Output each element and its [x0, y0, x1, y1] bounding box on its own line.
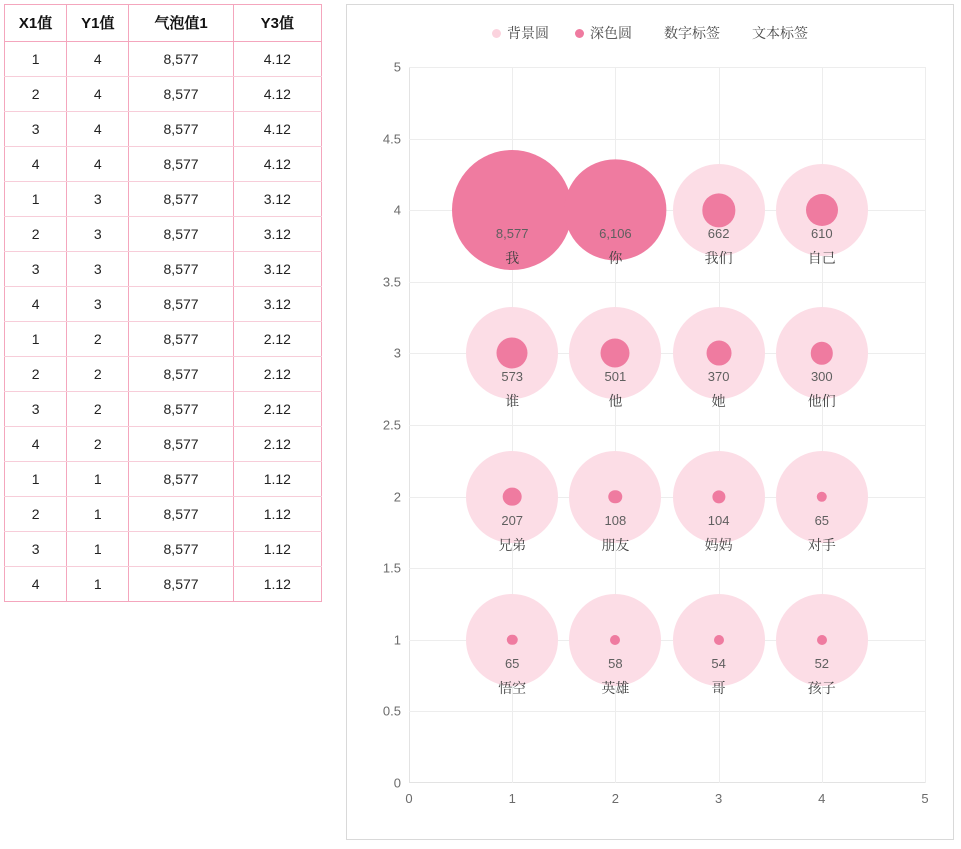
bubble-value-label: 370 [707, 369, 730, 385]
bubble-value-circle [806, 194, 838, 226]
table-row [5, 112, 322, 147]
bubble-value-label: 52 [814, 655, 830, 671]
table-cell: 3 [67, 252, 129, 287]
table-cell: 8,577 [129, 462, 233, 497]
table-cell: 8,577 [129, 147, 233, 182]
bubble-text-label: 对手 [807, 536, 836, 553]
table-cell: 4 [5, 147, 67, 182]
bubble-value-label: 65 [814, 512, 830, 528]
bubble-value-label: 58 [608, 655, 623, 671]
table-cell: 8,577 [129, 217, 233, 252]
table-cell: 1 [5, 182, 67, 217]
legend-dot-icon [492, 29, 501, 38]
table-cell: 8,577 [129, 42, 233, 77]
bubble-value-circle [503, 487, 522, 506]
table-header-row [5, 5, 322, 42]
x-axis-tick-label: 2 [611, 791, 620, 806]
table-cell: 3.12 [233, 252, 321, 287]
table-row [5, 567, 322, 602]
table-cell: 1 [67, 532, 129, 567]
table-row [5, 252, 322, 287]
table-cell: 1 [67, 462, 129, 497]
table-row [5, 497, 322, 532]
table-cell: 8,577 [129, 567, 233, 602]
table-cell: 3.12 [233, 287, 321, 322]
table-cell: 2 [67, 427, 129, 462]
legend-dot-icon [575, 29, 584, 38]
gridline-horizontal [409, 711, 925, 712]
bubble-value-circle [610, 635, 620, 645]
bubble-value-label: 207 [501, 512, 524, 528]
bubble-value-label: 54 [711, 655, 726, 671]
table-cell: 2 [5, 217, 67, 252]
bubble-text-label: 悟空 [498, 679, 527, 696]
bubble-value-circle [565, 160, 666, 261]
table-row [5, 217, 322, 252]
bubble-value-label: 662 [707, 226, 730, 242]
table-cell: 3 [67, 182, 129, 217]
table-cell: 2 [5, 497, 67, 532]
y-axis-tick-label: 3 [393, 345, 401, 361]
table-row [5, 322, 322, 357]
table-cell: 4.12 [233, 42, 321, 77]
table-row [5, 42, 322, 77]
bubble-text-label: 他们 [807, 393, 836, 410]
bubble-text-label: 谁 [505, 393, 520, 410]
table-row [5, 77, 322, 112]
legend-label: 文本标签 [752, 25, 808, 41]
table-cell: 4 [67, 77, 129, 112]
table-cell: 1.12 [233, 497, 321, 532]
table-cell: 1.12 [233, 532, 321, 567]
gridline-horizontal [409, 568, 925, 569]
bubble-text-label: 你 [608, 250, 623, 267]
table-cell: 1 [5, 322, 67, 357]
chart-legend [347, 23, 953, 43]
y-axis-tick-label: 3.5 [382, 274, 401, 290]
y-axis-tick-label: 4 [393, 202, 401, 218]
legend-label: 数字标签 [664, 25, 720, 41]
bubble-text-label: 自己 [807, 250, 836, 267]
x-axis-tick-label: 1 [508, 791, 516, 806]
table-cell: 2 [5, 357, 67, 392]
bubble-value-circle [714, 635, 724, 645]
bubble-value-label: 65 [504, 655, 520, 671]
bubble-value-label: 300 [810, 369, 833, 385]
table-cell: 4 [67, 147, 129, 182]
bubble-value-label: 610 [810, 226, 833, 242]
bubble-value-circle [706, 341, 731, 366]
x-axis-tick-label: 4 [818, 791, 826, 806]
y-axis-tick-label: 1.5 [382, 560, 401, 576]
bubble-value-label: 104 [707, 512, 730, 528]
plot-area [382, 59, 929, 806]
table-cell: 2.12 [233, 357, 321, 392]
table-row [5, 287, 322, 322]
table-row [5, 532, 322, 567]
table-cell: 3.12 [233, 217, 321, 252]
bubble-value-label: 501 [604, 369, 627, 385]
bubble-data-table [4, 4, 322, 602]
table-cell: 8,577 [129, 322, 233, 357]
legend-item-text-label[interactable] [746, 23, 808, 43]
gridline-vertical [925, 67, 926, 783]
table-cell: 4 [5, 567, 67, 602]
table-cell: 2 [5, 77, 67, 112]
table-cell: 8,577 [129, 77, 233, 112]
bubble-value-label: 8,577 [495, 226, 529, 242]
table-header-cell: X1值 [5, 5, 67, 42]
table-cell: 1 [5, 42, 67, 77]
legend-item-number-label[interactable] [658, 23, 720, 43]
table-cell: 1 [67, 497, 129, 532]
bubble-text-label: 她 [711, 393, 726, 410]
table-cell: 3.12 [233, 182, 321, 217]
legend-label: 背景圆 [507, 25, 549, 41]
table-cell: 2 [67, 357, 129, 392]
bubble-value-label: 573 [501, 369, 524, 385]
y-axis-tick-label: 2.5 [382, 417, 401, 433]
table-cell: 8,577 [129, 497, 233, 532]
gridline-horizontal [409, 67, 925, 68]
legend-label: 深色圆 [590, 25, 632, 41]
table-cell: 1.12 [233, 567, 321, 602]
table-cell: 4 [67, 112, 129, 147]
table-header-cell: Y1值 [67, 5, 129, 42]
bubble-text-label: 我 [505, 250, 520, 267]
table-cell: 1 [5, 462, 67, 497]
y-axis-tick-label: 0 [393, 775, 401, 791]
x-axis-tick-label: 5 [921, 791, 929, 806]
bubble-text-label: 妈妈 [704, 536, 733, 553]
bubble-text-label: 哥 [711, 679, 726, 696]
table-header-cell: 气泡值1 [129, 5, 233, 42]
table-row [5, 427, 322, 462]
table-cell: 4 [67, 42, 129, 77]
table-cell: 4 [5, 287, 67, 322]
table-cell: 3 [5, 252, 67, 287]
table-cell: 4.12 [233, 77, 321, 112]
gridline-horizontal [409, 425, 925, 426]
x-axis-tick-label: 3 [714, 791, 723, 806]
table-cell: 4.12 [233, 147, 321, 182]
table-row [5, 147, 322, 182]
bubble-text-label: 英雄 [601, 679, 630, 696]
bubble-value-circle [601, 339, 630, 368]
bubble-value-label: 108 [604, 512, 627, 528]
x-axis-tick-label: 0 [405, 791, 413, 806]
bubble-value-circle [817, 635, 827, 645]
table-cell: 2 [67, 392, 129, 427]
bubble-value-circle [497, 338, 528, 369]
table-cell: 2 [67, 322, 129, 357]
y-axis-tick-label: 2 [393, 489, 401, 505]
table-cell: 8,577 [129, 182, 233, 217]
bubble-text-label: 朋友 [601, 536, 630, 553]
table-cell: 2.12 [233, 322, 321, 357]
bubble-value-label: 6,106 [599, 226, 632, 242]
table-cell: 3 [5, 112, 67, 147]
table-cell: 8,577 [129, 112, 233, 147]
table-cell: 3 [5, 392, 67, 427]
gridline-horizontal [409, 282, 925, 283]
table-row [5, 182, 322, 217]
table-cell: 1 [67, 567, 129, 602]
y-axis-tick-label: 5 [393, 59, 401, 75]
table-cell: 4.12 [233, 112, 321, 147]
table-cell: 8,577 [129, 357, 233, 392]
table-cell: 3 [5, 532, 67, 567]
y-axis-tick-label: 4.5 [382, 131, 401, 147]
y-axis-tick-label: 1 [393, 632, 401, 648]
data-table-panel [4, 4, 322, 840]
table-cell: 8,577 [129, 252, 233, 287]
table-cell: 2.12 [233, 392, 321, 427]
bubble-text-label: 兄弟 [498, 536, 527, 553]
legend-item-dark-circle[interactable] [575, 23, 632, 43]
table-cell: 1.12 [233, 462, 321, 497]
table-row [5, 357, 322, 392]
table-body [5, 42, 322, 602]
gridline-horizontal [409, 139, 925, 140]
table-cell: 8,577 [129, 287, 233, 322]
table-cell: 3 [67, 217, 129, 252]
table-cell: 4 [5, 427, 67, 462]
legend-item-background-circle[interactable] [492, 23, 549, 43]
table-cell: 8,577 [129, 427, 233, 462]
table-cell: 3 [67, 287, 129, 322]
table-row [5, 462, 322, 497]
table-row [5, 392, 322, 427]
chart-panel [346, 4, 954, 840]
table-header-cell: Y3值 [233, 5, 321, 42]
table-cell: 2.12 [233, 427, 321, 462]
y-axis-tick-label: 0.5 [382, 703, 401, 719]
bubble-text-label: 我们 [704, 250, 733, 267]
table-cell: 8,577 [129, 392, 233, 427]
bubble-text-label: 他 [608, 393, 623, 410]
bubble-text-label: 孩子 [807, 679, 836, 696]
table-cell: 8,577 [129, 532, 233, 567]
